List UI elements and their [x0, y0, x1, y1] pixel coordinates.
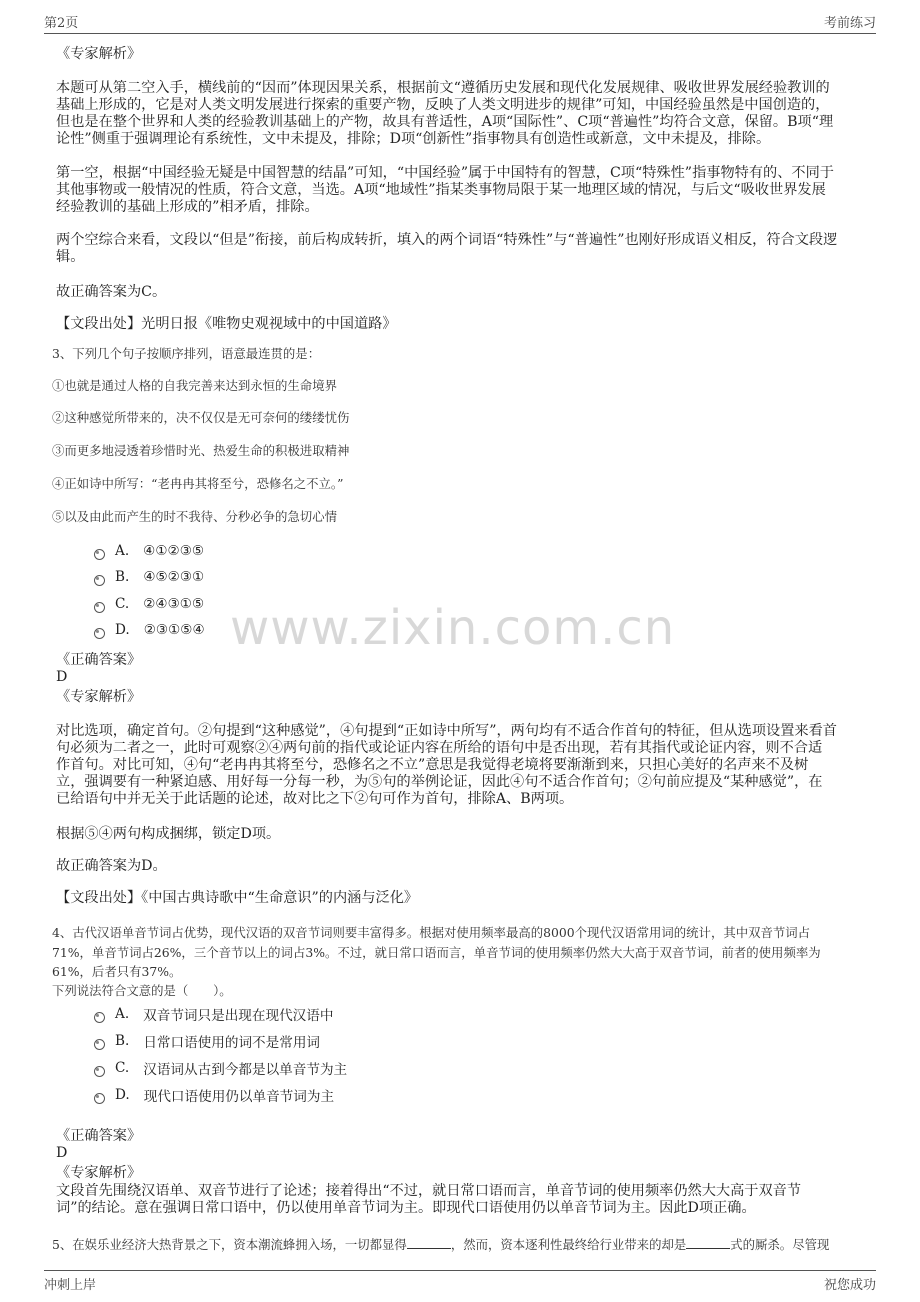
q3-analysis-line2: 句必须为二者之一，此时可观察②④两句前的指代或论证内容在所给的语句中是否出现，若有其指代或论证内容，则不合适 [56, 740, 823, 756]
q3-answer: D [56, 669, 68, 685]
page-footer [44, 1270, 876, 1296]
q3-option-c[interactable] [94, 596, 204, 612]
option-text: ②③①⑤④ [143, 622, 205, 638]
q4-stem-line2: 71%，单音节词占26%，三个音节以上的词占3%。不过，就日常口语而言，单音节词的使用频率仍然大大高于双音节词，前者的使用频率为 [52, 945, 821, 960]
q2-para1-line4: 论性”侧重于强调理论有系统性，文中未提及，排除；D项“创新性”指事物具有创造性或新意，文中未提及，排除。 [56, 131, 771, 147]
q3-conclusion: 故正确答案为D。 [56, 858, 167, 874]
option-text: ②④③①⑤ [143, 596, 205, 612]
q4-analysis-heading: 《专家解析》 [56, 1165, 142, 1181]
q3-analysis-para2: 根据⑤④两句构成捆绑，锁定D项。 [56, 826, 281, 842]
q2-para1-line3: 但也是在整个世界和人类的经验教训基础上的产物，故具有普适性，A项“国际性”、C项“普遍性”均符合文意，保留。B项“理 [56, 114, 834, 130]
option-key: A. [115, 1006, 130, 1022]
q4-answer-heading: 《正确答案》 [56, 1128, 142, 1144]
q3-option-d[interactable] [94, 622, 205, 638]
q5-stem [52, 1236, 864, 1253]
q2-para2-line3: 经验教训的基础上形成的”相矛盾，排除。 [56, 199, 319, 215]
option-key: B. [115, 569, 130, 585]
q2-para2-line2: 其他事物或一般情况的性质，符合文意，当选。A项“地域性”指某类事物局限于某一地理区域的情况，与后文“吸收世界发展 [56, 182, 826, 198]
option-key: B. [115, 1033, 130, 1049]
option-text: 现代口语使用仍以单音节词为主 [143, 1089, 335, 1105]
header-title: 考前练习 [823, 16, 876, 31]
q2-para1-line1: 本题可从第二空入手，横线前的“因而”体现因果关系，根据前文“遵循历史发展和现代化发展规律、吸收世界发展经验教训的 [56, 80, 830, 96]
q3-source: 【文段出处】《中国古典诗歌中“生命意识”的内涵与泛化》 [56, 890, 419, 906]
footer-right: 祝您成功 [823, 1278, 876, 1293]
q3-analysis-line3: 作首句。对比可知，④句“老冉冉其将至兮，恐修名之不立”意思是我觉得老境将要渐渐到来，只担心美好的名声来不及树 [56, 757, 809, 773]
option-key: C. [115, 596, 130, 612]
radio-icon[interactable] [94, 602, 105, 613]
footer-left: 冲刺上岸 [44, 1278, 97, 1293]
q2-para1-line2: 基础上形成的，它是对人类文明发展进行探索的重要产物，反映了人类文明进步的规律”可知，中国经验虽然是中国创造的， [56, 97, 830, 113]
radio-icon[interactable] [94, 575, 105, 586]
page-header [44, 12, 876, 34]
option-text: 双音节词只是出现在现代汉语中 [143, 1008, 334, 1024]
q3-option-a[interactable] [94, 543, 204, 559]
radio-icon[interactable] [94, 1012, 105, 1023]
q4-answer: D [56, 1145, 68, 1161]
q3-sentence-5: ⑤以及由此而产生的时不我待、分秒必争的急切心情 [52, 509, 337, 524]
page-number: 第2页 [44, 16, 79, 31]
q5-stem-part2: ，然而，资本逐利性最终给行业带来的却是 [450, 1237, 687, 1252]
radio-icon[interactable] [94, 549, 105, 560]
q3-stem: 3、下列几个句子按顺序排列，语意最连贯的是： [52, 346, 321, 361]
q3-sentence-2: ②这种感觉所带来的，决不仅仅是无可奈何的缕缕忧伤 [52, 410, 350, 425]
q3-sentence-1: ①也就是通过人格的自我完善来达到永恒的生命境界 [52, 378, 337, 393]
radio-icon[interactable] [94, 1039, 105, 1050]
option-key: D. [115, 1087, 130, 1103]
q3-analysis-heading: 《专家解析》 [56, 689, 142, 705]
q2-para3-line2: 辑。 [56, 249, 85, 265]
q4-question: 下列说法符合文意的是（ ）。 [52, 983, 232, 998]
q2-conclusion: 故正确答案为C。 [56, 284, 167, 300]
q3-answer-heading: 《正确答案》 [56, 652, 142, 668]
option-key: C. [115, 1060, 130, 1076]
q5-stem-part1: 5、在娱乐业经济大热背景之下，资本潮流蜂拥入场，一切都显得 [52, 1237, 407, 1252]
radio-icon[interactable] [94, 628, 105, 639]
q2-analysis-heading: 《专家解析》 [56, 46, 142, 62]
q3-sentence-4: ④正如诗中所写：“老冉冉其将至兮，恐修名之不立。” [52, 476, 344, 491]
q3-analysis-line1: 对比选项，确定首句。②句提到“这种感觉”，④句提到“正如诗中所写”，两句均有不适合作首句的特征，但从选项设置来看首 [56, 723, 837, 739]
option-key: A. [115, 543, 130, 559]
q4-analysis-line1: 文段首先围绕汉语单、双音节进行了论述；接着得出“不过，就日常口语而言，单音节词的使用频率仍然大大高于双音节 [56, 1183, 802, 1199]
radio-icon[interactable] [94, 1066, 105, 1077]
watermark: www.zixin.com.cn [230, 600, 676, 656]
q3-option-b[interactable] [94, 569, 204, 585]
q3-analysis-line5: 已给语句中并无关于此话题的论述，故对比之下②句可作为首句，排除A、B两项。 [56, 791, 574, 807]
q4-option-b[interactable] [94, 1031, 320, 1051]
q4-stem-line3: 61%，后者只有37%。 [52, 964, 182, 979]
blank-2 [686, 1237, 730, 1249]
option-text: ④⑤②③① [143, 569, 205, 585]
radio-icon[interactable] [94, 1093, 105, 1104]
option-text: 汉语词从古到今都是以单音节为主 [143, 1062, 348, 1078]
q4-stem-line1: 4、古代汉语单音节词占优势，现代汉语的双音节词则要丰富得多。根据对使用频率最高的8000个现代汉语常用词的统计，其中双音节词占 [52, 925, 811, 940]
q4-analysis-line2: 词”的结论。意在强调日常口语中，仍以使用单音节词为主。即现代口语使用仍以单音节词为主。因此D项正确。 [56, 1200, 756, 1216]
option-text: ④①②③⑤ [143, 543, 205, 559]
q4-option-d[interactable] [94, 1085, 334, 1105]
q4-option-a[interactable] [94, 1004, 333, 1024]
q3-sentence-3: ③而更多地浸透着珍惜时光、热爱生命的积极进取精神 [52, 443, 350, 458]
option-text: 日常口语使用的词不是常用词 [143, 1035, 321, 1051]
q2-para2-line1: 第一空，根据“中国经验无疑是中国智慧的结晶”可知，“中国经验”属于中国特有的智慧，C项“特殊性”指事物特有的、不同于 [56, 165, 834, 181]
q2-para3-line1: 两个空综合来看，文段以“但是”衔接，前后构成转折，填入的两个词语“特殊性”与“普遍性”也刚好形成语义相反，符合文段逻 [56, 232, 838, 248]
q4-option-c[interactable] [94, 1058, 347, 1078]
option-key: D. [115, 622, 130, 638]
q2-source: 【文段出处】光明日报《唯物史观视域中的中国道路》 [56, 316, 397, 332]
q5-stem-part3: 式的厮杀。尽管现 [730, 1237, 830, 1252]
q3-analysis-line4: 立，强调要有一种紧迫感、用好每一分每一秒，为⑤句的举例论证，因此④句不适合作首句；②句前应提及“某种感觉”，在 [56, 774, 823, 790]
blank-1 [407, 1237, 451, 1249]
